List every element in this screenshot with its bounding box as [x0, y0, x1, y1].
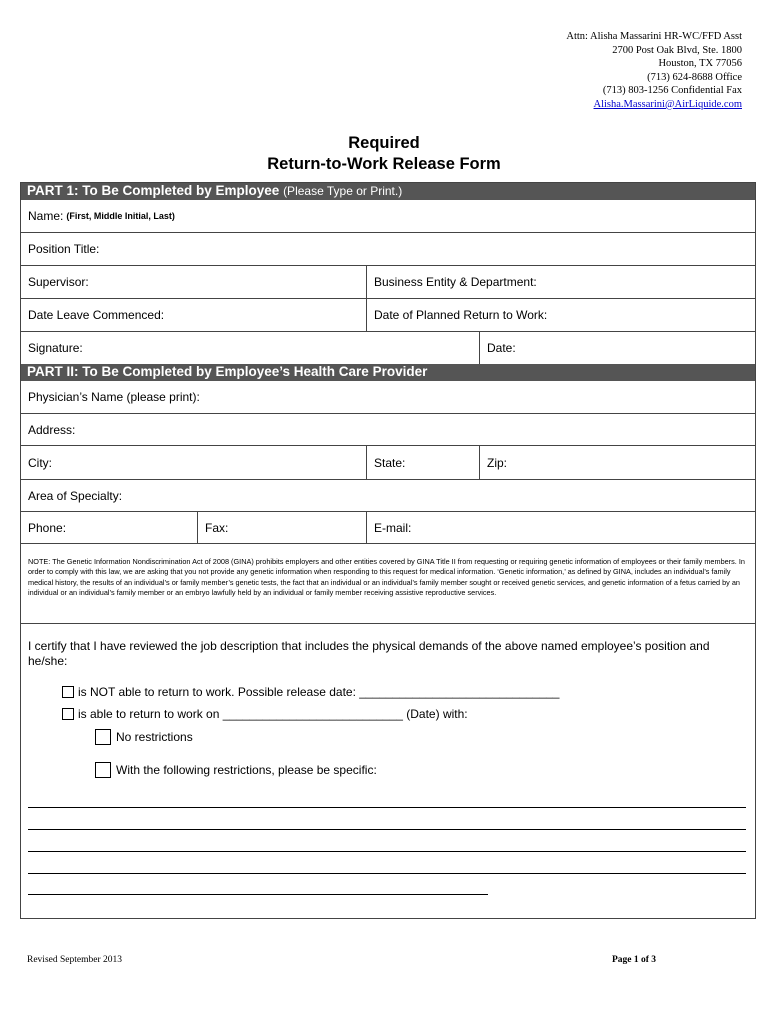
restrictions-label: With the following restrictions, please be specific: — [116, 763, 377, 777]
address-label: Address: — [28, 422, 76, 437]
page-number: Page 1 of 3 — [612, 955, 657, 965]
leave-commenced-field[interactable] — [21, 299, 366, 331]
part2-header-title: PART II: To Be Completed by Employee’s Health Care Provider — [27, 364, 428, 379]
phone-label: Phone: — [28, 520, 67, 535]
fax-label: Fax: — [205, 520, 229, 535]
city-field[interactable] — [21, 446, 366, 479]
restrictions-line-5[interactable] — [28, 894, 488, 895]
position-row — [21, 233, 755, 266]
city-label: City: — [28, 455, 52, 470]
no-restrictions-label: No restrictions — [116, 730, 193, 744]
zip-label: Zip: — [487, 455, 508, 470]
state-field[interactable] — [366, 446, 479, 479]
signature-date-field[interactable] — [479, 332, 755, 364]
signature-label: Signature: — [28, 341, 83, 355]
name-hint: (First, Middle Initial, Last) — [66, 211, 175, 221]
part1-header-note: (Please Type or Print.) — [283, 184, 403, 198]
able-option — [62, 707, 468, 721]
contact-office-phone: (713) 624-8688 Office — [647, 71, 742, 83]
phone-field[interactable] — [21, 512, 197, 543]
planned-return-label: Date of Planned Return to Work: — [374, 308, 548, 322]
signature-row — [21, 332, 755, 364]
specialty-row — [21, 480, 755, 512]
gina-note: NOTE: The Genetic Information Nondiscrimination Act of 2008 (GINA) prohibits employers and other entities covered by GINA Title II from requesting or requiring genetic information of employees or their family members. In order to comply with this law, we are asking that you not provide any genetic information when responding to this request for medical information. ‘Genetic information,’ as defined by GINA, includes an individual’s family medical history, the results of an individual’s or family member’s genetic tests, the fact that an individual or an individual’s family member sought or received genetic services, and genetic information of a fetus carried by an individual or an individual’s family member or an embryo lawfully held by an individual or family member receiving assistive reproductive services. — [28, 557, 745, 598]
leave-dates-row — [21, 299, 755, 332]
supervisor-row — [21, 266, 755, 299]
contact-block — [566, 30, 742, 112]
restrictions-option — [95, 762, 377, 778]
restrictions-line-1[interactable] — [28, 807, 746, 808]
no-restrictions-option — [95, 729, 193, 745]
restrictions-line-2[interactable] — [28, 829, 746, 830]
position-title-label: Position Title: — [28, 242, 100, 256]
name-row — [21, 200, 755, 233]
part1-header — [21, 183, 755, 200]
contact-address-line1: 2700 Post Oak Blvd, Ste. 1800 — [612, 44, 742, 56]
note-divider — [21, 623, 755, 624]
restrictions-checkbox[interactable] — [95, 762, 111, 778]
signature-field[interactable] — [21, 332, 479, 364]
signature-date-label: Date: — [487, 341, 516, 355]
physician-row — [21, 381, 755, 414]
return-to-work-form — [20, 182, 756, 919]
email-field[interactable] — [366, 512, 755, 543]
physician-name-label: Physician’s Name (please print): — [28, 390, 200, 404]
part2-header — [21, 364, 755, 381]
contact-fax: (713) 803-1256 Confidential Fax — [602, 85, 742, 97]
name-label: Name: — [28, 209, 64, 223]
zip-field[interactable] — [479, 446, 755, 479]
restrictions-line-4[interactable] — [28, 873, 746, 874]
restrictions-line-3[interactable] — [28, 851, 746, 852]
form-title — [0, 133, 768, 175]
planned-return-field[interactable] — [366, 299, 755, 331]
state-label: State: — [374, 455, 406, 470]
not-able-checkbox[interactable] — [62, 686, 74, 698]
supervisor-field[interactable] — [21, 266, 366, 298]
specialty-label: Area of Specialty: — [28, 488, 123, 503]
physician-name-field[interactable] — [21, 381, 755, 413]
address-field[interactable] — [21, 414, 755, 445]
specialty-field[interactable] — [21, 480, 755, 511]
position-title-field[interactable] — [21, 233, 755, 265]
leave-commenced-label: Date Leave Commenced: — [28, 308, 165, 322]
fax-field[interactable] — [197, 512, 366, 543]
able-checkbox[interactable] — [62, 708, 74, 720]
part1-header-title: PART 1: To Be Completed by Employee — [27, 183, 280, 198]
supervisor-label: Supervisor: — [28, 275, 89, 289]
address-row — [21, 414, 755, 446]
certify-statement: I certify that I have reviewed the job description that includes the physical demands of the above named employee’s position and he/she: — [28, 639, 710, 668]
contact-email-link[interactable]: Alisha.Massarini@AirLiquide.com — [593, 98, 742, 110]
business-entity-label: Business Entity & Department: — [374, 275, 537, 289]
name-field[interactable] — [21, 200, 755, 232]
no-restrictions-checkbox[interactable] — [95, 729, 111, 745]
email-label: E-mail: — [374, 520, 412, 535]
city-row — [21, 446, 755, 480]
contact-address-line2: Houston, TX 77056 — [658, 58, 742, 70]
not-able-option — [62, 685, 559, 699]
form-title-line1: Required — [348, 134, 420, 152]
able-label: is able to return to work on ___________________________ (Date) with: — [78, 707, 468, 721]
contact-row — [21, 512, 755, 544]
form-title-line2: Return-to-Work Release Form — [267, 155, 501, 173]
revised-date: Revised September 2013 — [27, 955, 122, 965]
contact-attn: Attn: Alisha Massarini HR-WC/FFD Asst — [566, 31, 742, 42]
not-able-label: is NOT able to return to work. Possible release date: ______________________________ — [78, 685, 560, 699]
business-entity-field[interactable] — [366, 266, 755, 298]
